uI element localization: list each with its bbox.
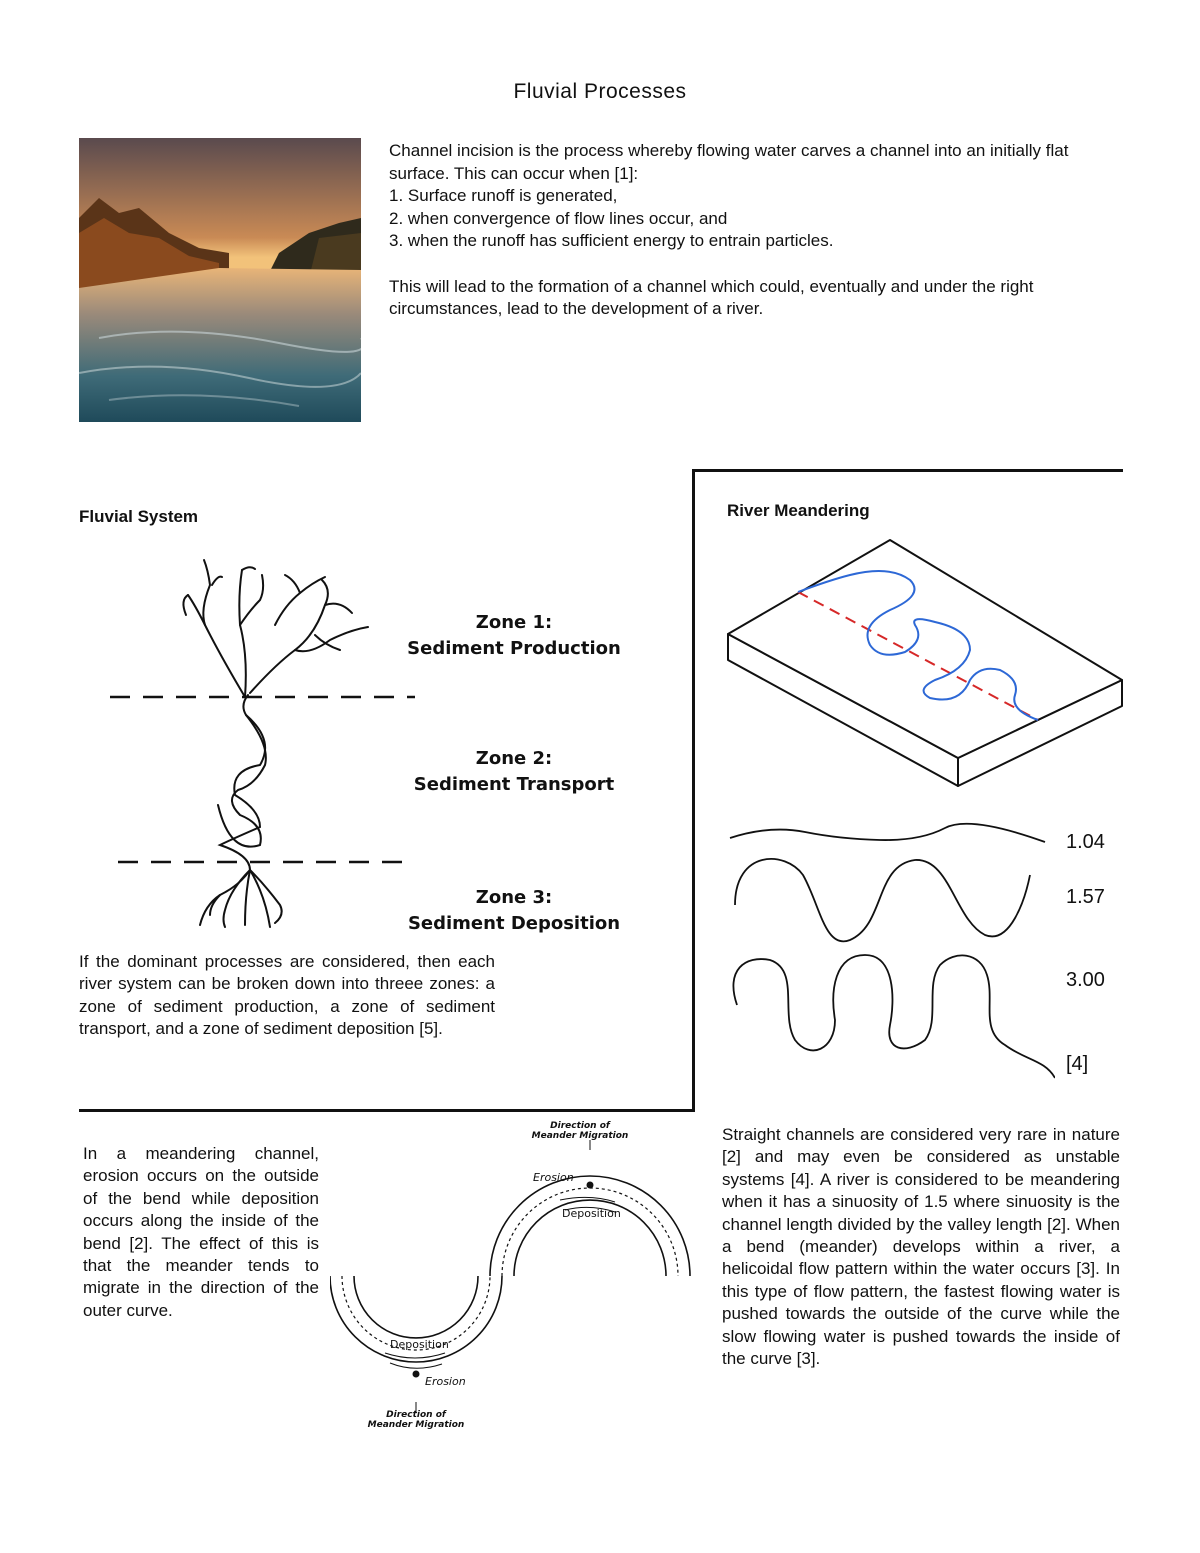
zone-3-name: Sediment Deposition bbox=[407, 913, 621, 934]
deposition-top-label: Deposition bbox=[562, 1207, 621, 1220]
zone-3-title: Zone 3: bbox=[475, 887, 553, 908]
meander-block-diagram bbox=[720, 530, 1130, 800]
intro-line1: Channel incision is the process whereby flowing water carves a channel into an initially flat surface. This can occur when [1]: bbox=[389, 141, 1069, 183]
bottom-migration-label bbox=[366, 1410, 466, 1430]
zone-2-label bbox=[384, 746, 644, 798]
sinuosity-value-2: 1.57 bbox=[1066, 886, 1105, 908]
zone-3-label bbox=[384, 885, 644, 937]
intro-item-2: 2. when convergence of flow lines occur, and bbox=[389, 208, 728, 228]
meandering-text: Straight channels are considered very rare in nature [2] and may even be considered as unstable systems [4]. A river is considered to be meandering when it has a sinuosity of 1.5 where sinuosity is the channel length divided by the valley length [2]. When a bend (meander) develops within a river, a helicoidal flow pattern within the water occurs [3]. In this type of flow pattern, the fastest flowing water is pushed towards the outside of the curve while the slow flowing water is pushed towards the inside of the curve [3]. bbox=[722, 1125, 1120, 1369]
zone-1-label bbox=[384, 610, 644, 662]
intro-item-3: 3. when the runoff has sufficient energy to entrain particles. bbox=[389, 231, 834, 251]
frame-line-top bbox=[692, 469, 1123, 472]
erosion-bottom-label: Erosion bbox=[425, 1375, 466, 1388]
page-title: Fluvial Processes bbox=[513, 80, 687, 103]
meander-migration-diagram bbox=[330, 1118, 700, 1438]
migration-text: In a meandering channel, erosion occurs on the outside of the bend while deposition occurs along the inside of the bend [2]. The effect of this is that the meander tends to migrate in the direction of the outer curve. bbox=[83, 1144, 319, 1320]
frame-line-vertical bbox=[692, 469, 695, 1112]
erosion-top-label: Erosion bbox=[533, 1171, 574, 1184]
sinuosity-reference: [4] bbox=[1066, 1053, 1089, 1075]
zone-2-title: Zone 2: bbox=[475, 748, 553, 769]
bottom-migration-label-2: Meander Migration bbox=[367, 1420, 465, 1430]
intro-para2: This will lead to the formation of a channel which could, eventually and under the right circumstances, lead to the development of a river. bbox=[389, 276, 1034, 319]
frame-line-bottom bbox=[79, 1109, 695, 1112]
river-meandering-heading: River Meandering bbox=[727, 501, 870, 520]
sinuosity-value-1: 1.04 bbox=[1066, 831, 1105, 853]
deposition-bottom-label: Deposition bbox=[390, 1338, 449, 1351]
fluvial-system-diagram bbox=[100, 555, 420, 935]
top-migration-label-2: Meander Migration bbox=[531, 1131, 629, 1141]
sinuosity-value-3: 3.00 bbox=[1066, 969, 1105, 991]
fluvial-system-text: If the dominant processes are considered, then each river system can be broken down into threee zones: a zone of sediment production, a zone of sediment transport, and a zone of sediment deposition [5]. bbox=[79, 952, 495, 1039]
zone-1-name: Sediment Production bbox=[407, 638, 621, 659]
sinuosity-diagram bbox=[725, 820, 1055, 1085]
top-migration-label bbox=[530, 1121, 630, 1141]
zone-2-name: Sediment Transport bbox=[413, 774, 615, 795]
river-photo bbox=[79, 138, 361, 422]
intro-text bbox=[389, 140, 1089, 321]
fluvial-system-heading: Fluvial System bbox=[79, 507, 199, 526]
bottom-migration-label-1: Direction of bbox=[386, 1410, 446, 1420]
zone-1-title: Zone 1: bbox=[475, 612, 553, 633]
intro-item-1: 1. Surface runoff is generated, bbox=[389, 186, 618, 206]
top-migration-label-1: Direction of bbox=[550, 1121, 610, 1131]
